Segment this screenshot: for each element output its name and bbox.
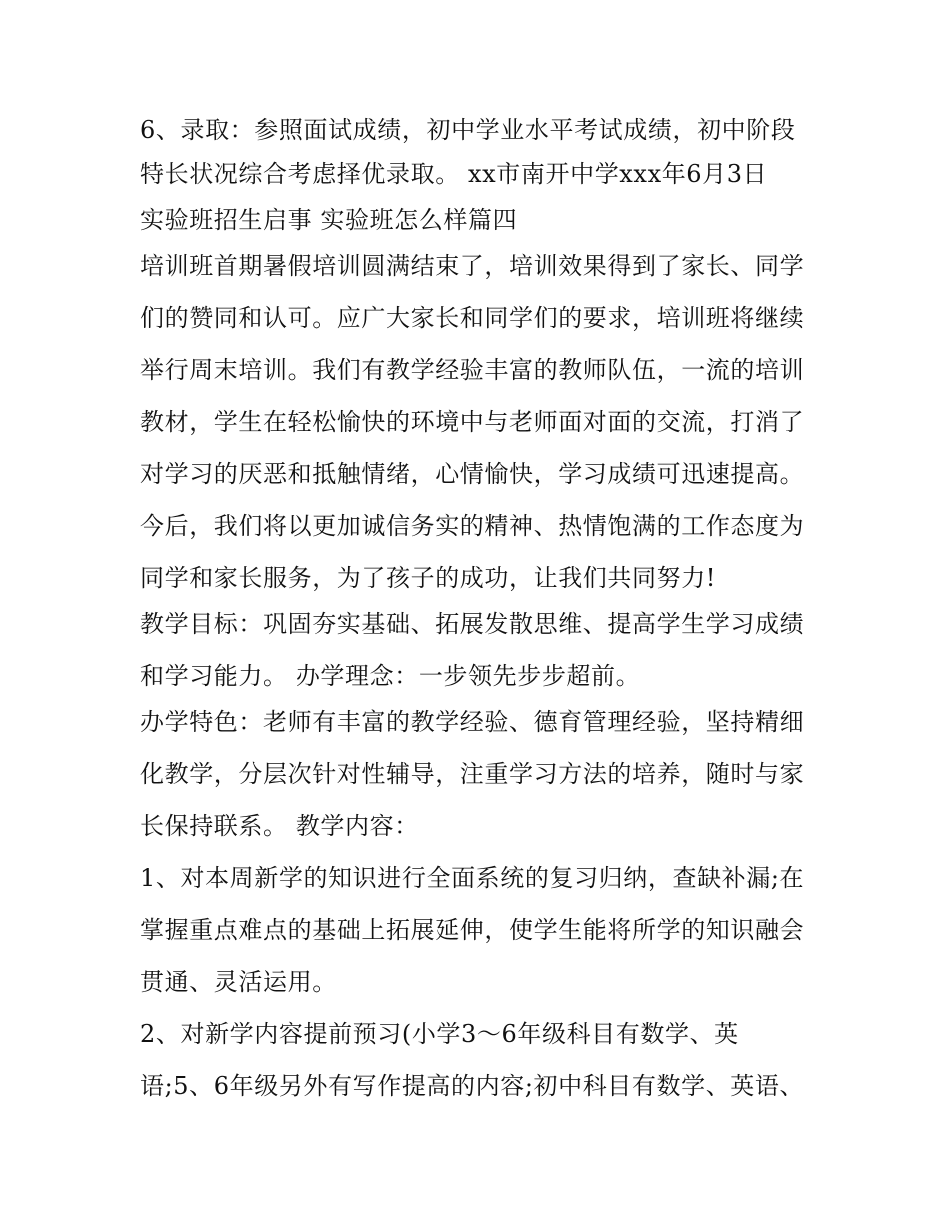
text-line: 培训班首期暑假培训圆满结束了，培训效果得到了家长、同学 [140, 252, 805, 280]
document-body [140, 108, 830, 1108]
text-line: 同学和家长服务，为了孩子的成功，让我们共同努力! [140, 564, 717, 592]
text-line: 办学特色：老师有丰富的教学经验、德育管理经验，坚持精细 [140, 708, 805, 736]
text-line: 举行周末培训。我们有教学经验丰富的教师队伍，一流的培训 [140, 356, 805, 384]
text-line: 教学目标：巩固夯实基础、拓展发散思维、提高学生学习成绩 [140, 610, 805, 638]
text-line: 掌握重点难点的基础上拓展延伸，使学生能将所学的知识融会 [140, 916, 805, 944]
text-line: 长保持联系。 教学内容： [140, 812, 419, 840]
text-line: 们的赞同和认可。应广大家长和同学们的要求，培训班将继续 [140, 304, 805, 332]
text-line: 特长状况综合考虑择优录取。 xx市南开中学xxx年6月3日 [140, 160, 768, 188]
text-line: 语;5、6年级另外有写作提高的内容;初中科目有数学、英语、 [140, 1072, 805, 1100]
text-line: 贯通、灵活运用。 [140, 968, 337, 996]
text-line: 对学习的厌恶和抵触情绪，心情愉快，学习成绩可迅速提高。 [140, 460, 805, 488]
text-line: 2、对新学内容提前预习(小学3～6年级科目有数学、英 [140, 1020, 739, 1048]
text-line: 1、对本周新学的知识进行全面系统的复习归纳，查缺补漏;在 [140, 864, 805, 892]
text-line: 今后，我们将以更加诚信务实的精神、热情饱满的工作态度为 [140, 512, 805, 540]
text-line: 6、录取：参照面试成绩，初中学业水平考试成绩，初中阶段 [140, 116, 796, 144]
text-line: 教材，学生在轻松愉快的环境中与老师面对面的交流，打消了 [140, 408, 805, 436]
text-line: 化教学，分层次针对性辅导，注重学习方法的培养，随时与家 [140, 760, 805, 788]
text-line: 和学习能力。 办学理念：一步领先步步超前。 [140, 662, 641, 690]
text-line: 实验班招生启事 实验班怎么样篇四 [140, 206, 518, 234]
